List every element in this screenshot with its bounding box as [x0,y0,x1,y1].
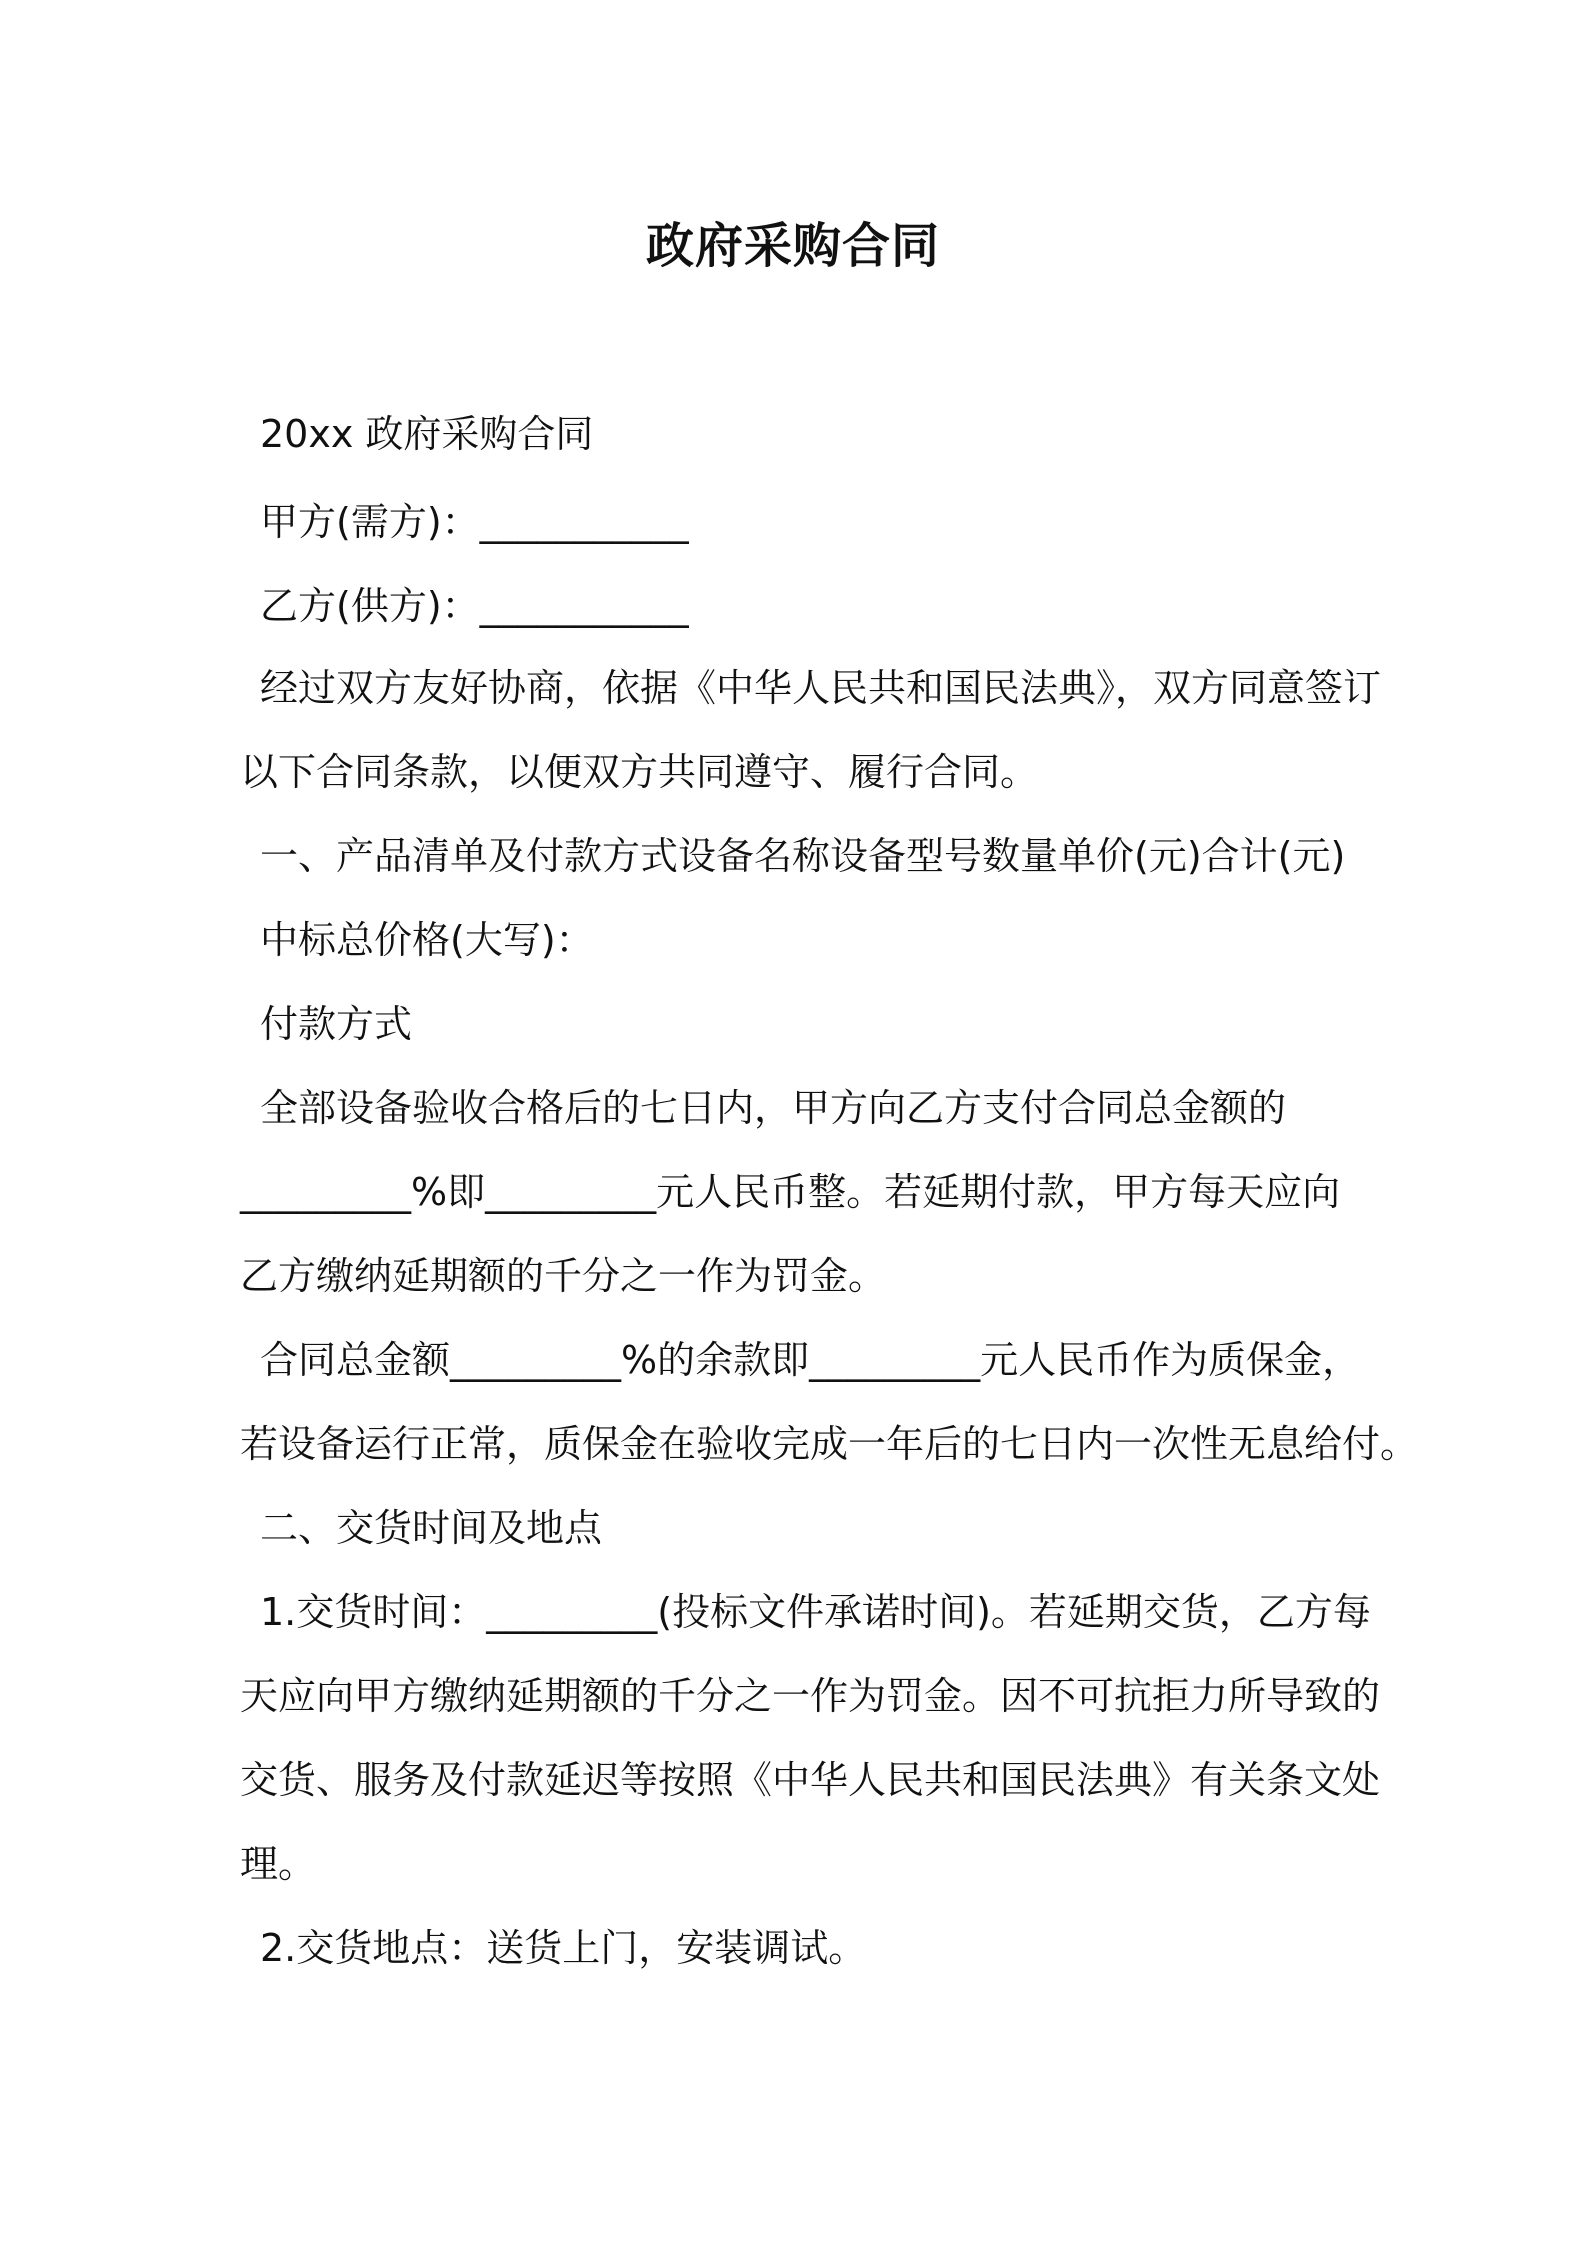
delivery-location-line: 2.交货地点：送货上门，安装调试。 [260,1926,867,1970]
document-title: 政府采购合同 [645,218,940,274]
payment-method-heading: 付款方式 [260,1002,413,1046]
total-price-line: 中标总价格(大写)： [260,918,594,962]
preamble-line-2: 以下合同条款，以便双方共同遵守、履行合同。 [240,750,1039,794]
section-2-heading: 二、交货时间及地点 [260,1506,603,1550]
delivery-time-line-4: 理。 [240,1842,317,1886]
delivery-time-line-3: 交货、服务及付款延迟等按照《中华人民共和国民法典》有关条文处 [240,1758,1381,1802]
preamble-line-1: 经过双方友好协商，依据《中华人民共和国民法典》，双方同意签订 [260,666,1382,710]
delivery-time-line-2: 天应向甲方缴纳延期额的千分之一作为罚金。因不可抗拒力所导致的 [240,1674,1381,1718]
party-b-line: 乙方(供方)：___________ [260,584,689,628]
warranty-paragraph-line-2: 若设备运行正常，质保金在验收完成一年后的七日内一次性无息给付。 [240,1422,1419,1466]
subtitle-line: 20xx 政府采购合同 [260,412,594,456]
section-1-heading: 一、产品清单及付款方式设备名称设备型号数量单价(元)合计(元) [260,834,1346,878]
delivery-time-line-1: 1.交货时间：_________(投标文件承诺时间)。若延期交货，乙方每 [260,1590,1371,1634]
warranty-paragraph-line-1: 合同总金额_________%的余款即_________元人民币作为质保金， [260,1338,1361,1382]
party-a-line: 甲方(需方)：___________ [260,500,689,544]
payment-paragraph-line-1: 全部设备验收合格后的七日内，甲方向乙方支付合同总金额的 [260,1086,1287,1130]
payment-paragraph-line-2: _________%即_________元人民币整。若延期付款，甲方每天应向 [240,1170,1341,1214]
payment-paragraph-line-3: 乙方缴纳延期额的千分之一作为罚金。 [240,1254,887,1298]
